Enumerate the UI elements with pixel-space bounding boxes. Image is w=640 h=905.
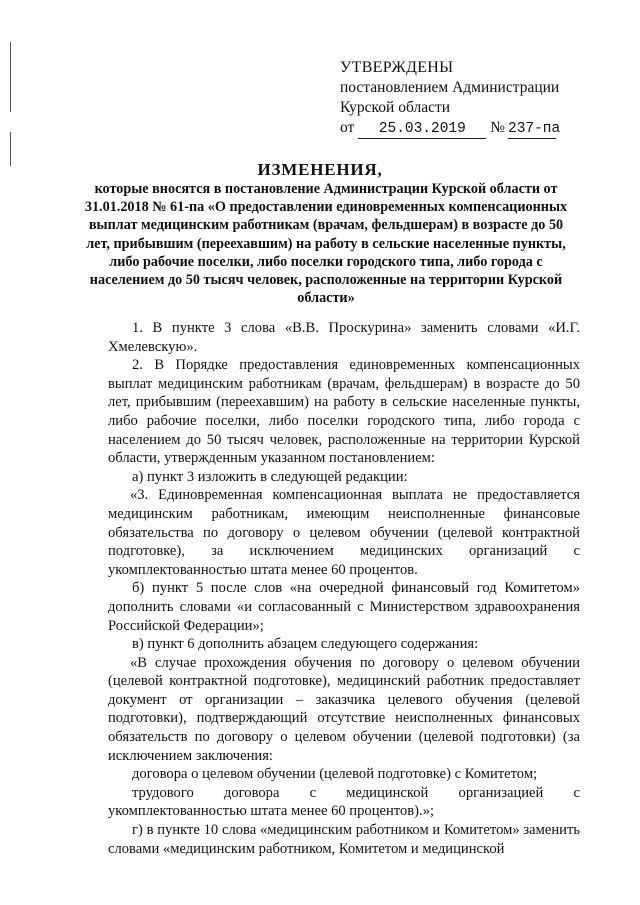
paragraph: трудового договора с медицинской организацией с укомплектованностью штата менее 60 процентов).»;	[108, 784, 580, 820]
approval-date: 25.03.2019	[358, 121, 486, 139]
paragraph: «В случае прохождения обучения по договору о целевом обучении (целевой контрактной подготовке), медицинский работник предоставляет документ от организации – заказчика целевого обучения (целевой подготовки), подтверждающий отсутствие неисполненных финансовых обязательств по договору о целевом обучении (целевой подготовки) (за исключением заключения:	[108, 654, 580, 764]
paragraph: 2. В Порядке предоставления единовременных компенсационных выплат медицинским работникам (врачам, фельдшерам) в возрасте до 50 лет, прибывшим (переехавшим) на работу в сельские населенные пункты, либо рабочие поселки, либо поселки городского типа, либо города с населением до 50 тысяч человек, расположенные на территории Курской области, утвержденным указанном постановлением:	[108, 357, 580, 467]
paragraph: а) пункт 3 изложить в следующей редакции:	[132, 468, 408, 485]
paragraph: в) пункт 6 дополнить абзацем следующего содержания:	[132, 636, 479, 653]
approval-stamp-block	[340, 58, 559, 139]
paragraph: б) пункт 5 после слов «на очередной финансовый год Комитетом» дополнить словами «и согласованный с Министерством здравоохранения Российской Федерации»;	[108, 580, 580, 634]
paragraph: «3. Единовременная компенсационная выплата не предоставляется медицинским работникам, имеющим неисполненные финансовые обязательства по договору о целевом обучении (целевой контрактной подготовке), за исключением медицинских организаций с укомплектованностью штата менее 60 процентов.	[108, 487, 580, 578]
document-subtitle: которые вносятся в постановление Администрации Курской области от 31.01.2018 № 61-па «О предоставлении единовременных компенсационных выплат медицинским работникам (врачам, фельдшерам) в возрасте до 50 лет, прибывшим (переехавшим) на работу в сельские населенные пункты, либо рабочие поселки, либо поселки городского типа, либо города с населением до 50 тысяч человек, расположенные на территории Курской области»	[84, 181, 568, 307]
scan-edge-mark	[10, 42, 11, 112]
approval-heading: УТВЕРЖДЕНЫ	[340, 59, 454, 76]
approval-line: постановлением Администрации	[340, 79, 560, 96]
paragraph: г) в пункте 10 слова «медицинским работником и Комитетом» заменить словами «медицинским работником, Комитетом и медицинской	[108, 822, 580, 857]
document-title: ИЗМЕНЕНИЯ,	[257, 160, 383, 179]
number-prefix: №	[490, 119, 505, 136]
approval-date-number-line	[340, 118, 559, 139]
approval-line: Курской области	[340, 99, 451, 116]
paragraph: договора о целевом обучении (целевой подготовке) с Комитетом;	[132, 766, 538, 783]
date-prefix: от	[340, 119, 355, 136]
paragraph: 1. В пункте 3 слова «В.В. Проскурина» заменить словами «И.Г. Хмелевскую».	[108, 320, 580, 355]
document-body	[108, 319, 580, 858]
approval-number: 237-па	[508, 121, 561, 137]
